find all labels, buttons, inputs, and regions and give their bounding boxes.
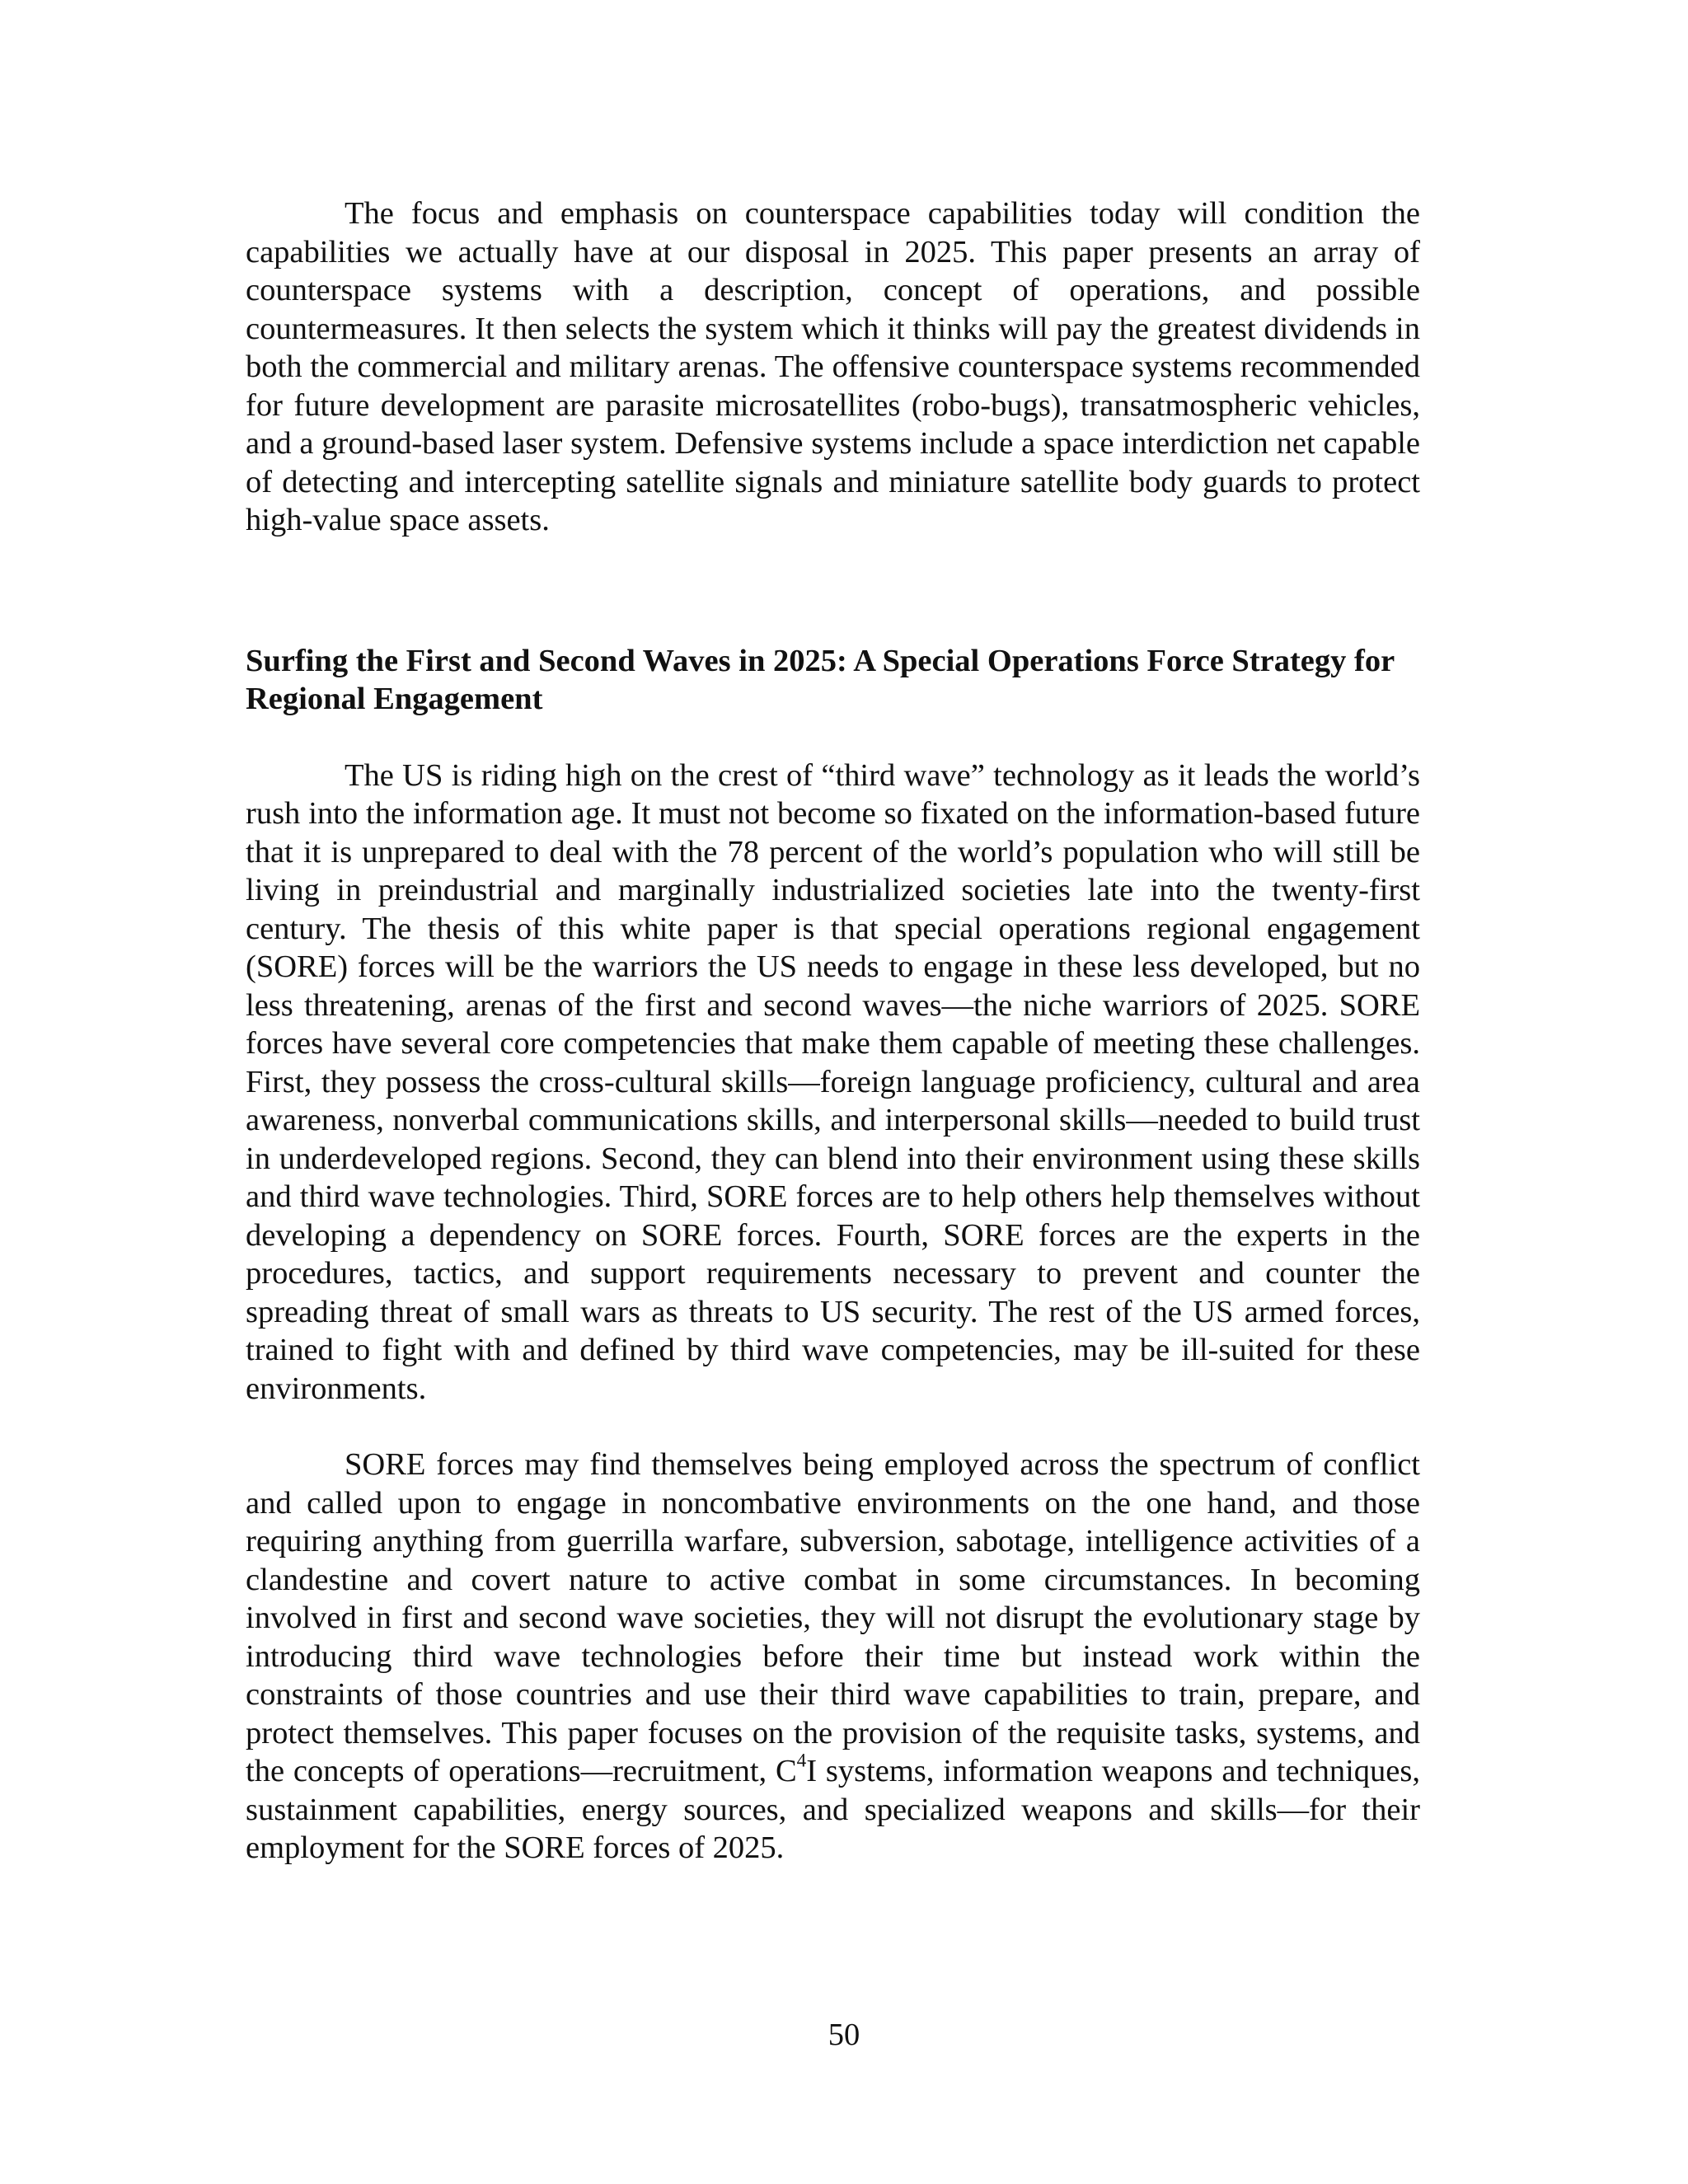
paragraph-sore-forces-text-1: SORE forces may find themselves being employed across the spectrum of conflict and called upon to engage in noncombative environments on the one hand, and those requiring anything from guerrilla warfare, subversion, sabotage, intelligence activities of a clandestine and covert nature to active combat in some circumstances. In becoming involved in first and second wave societies, they will not disrupt the evolutionary stage by introducing third wave technologies before their time but instead work within the constraints of those countries and use their third wave capabilities to train, prepare, and protect themselves. This paper focuses on the provision of the requisite tasks, systems, and the concepts of operations—recruitment, C	[246, 1447, 1420, 1788]
paragraph-sore-forces	[246, 1446, 1420, 1868]
paragraph-third-wave: The US is riding high on the crest of “third wave” technology as it leads the world’s rush into the information age. It must not become so fixated on the information-based future that it is unprepared to deal with the 78 percent of the world’s population who will still be living in preindustrial and marginally industrialized societies late into the twenty-first century. The thesis of this white paper is that special operations regional engagement (SORE) forces will be the warriors the US needs to engage in these less developed, but no less threatening, arenas of the first and second waves—the niche warriors of 2025. SORE forces have several core competencies that make them capable of meeting these challenges. First, they possess the cross-cultural skills—foreign language proficiency, cultural and area awareness, nonverbal communications skills, and interpersonal skills—needed to build trust in underdeveloped regions. Second, they can blend into their environment using these skills and third wave technologies. Third, SORE forces are to help others help themselves without developing a dependency on SORE forces. Fourth, SORE forces are the experts in the procedures, tactics, and support requirements necessary to prevent and counter the spreading threat of small wars as threats to US security. The rest of the US armed forces, trained to fight with and defined by third wave competencies, may be ill-suited for these environments.	[246, 757, 1420, 1406]
paragraph-counterspace: The focus and emphasis on counterspace capabilities today will condition the capabilities we actually have at our disposal in 2025. This paper presents an array of counterspace systems with a description, concept of operations, and possible countermeasures. It then selects the system which it thinks will pay the greatest dividends in both the commercial and military arenas. The offensive counterspace systems recommended for future development are parasite microsatellites (robo-bugs), transatmospheric vehicles, and a ground-based laser system. Defensive systems include a space interdiction net capable of detecting and intercepting satellite signals and miniature satellite body guards to protect high-value space assets.	[246, 196, 1420, 537]
document-body	[246, 194, 1420, 1868]
c4i-superscript: 4	[796, 1749, 807, 1771]
paragraph-sore-forces-text-2: I systems, information weapons and techniques, sustainment capabilities, energy sources, and specialized weapons and skills—for their employment for the SORE forces of 2025.	[246, 1754, 1420, 1865]
page-number: 50	[828, 2018, 860, 2052]
section-heading: Surfing the First and Second Waves in 2025: A Special Operations Force Strategy for Regional Engagement	[246, 643, 1395, 716]
